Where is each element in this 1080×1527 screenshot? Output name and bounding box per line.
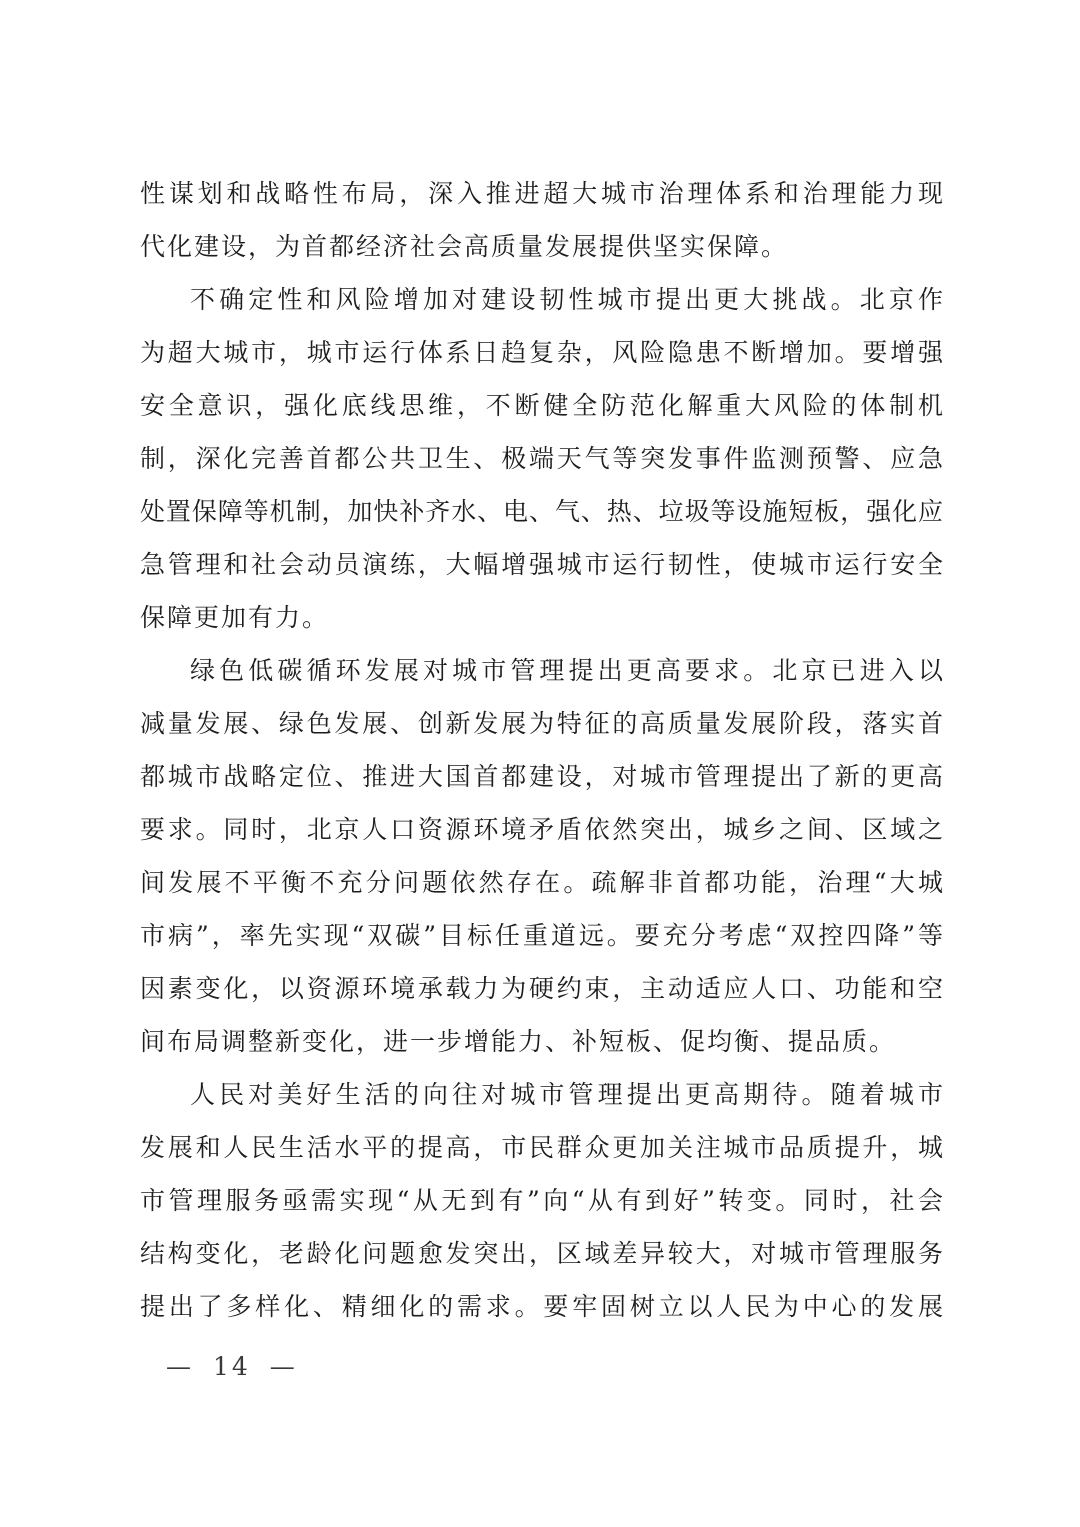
text-line: 提出了多样化、精细化的需求。要牢固树立以人民为中心的发展 [140,1292,943,1321]
text-line: 处置保障等机制，加快补齐水、电、气、热、垃圾等设施短板，强化应 [140,497,943,526]
text-line: 都城市战略定位、推进大国首都建设，对城市管理提出了新的更高 [140,762,943,791]
text-line paragraph-last-line: 间布局调整新变化，进一步增能力、补短板、促均衡、提品质。 [140,1027,897,1056]
text-line: 要求。同时，北京人口资源环境矛盾依然突出，城乡之间、区域之 [140,815,943,844]
text-line paragraph-last-line: 保障更加有力。 [140,603,330,632]
document-text-block [140,167,943,1333]
text-line: 急管理和社会动员演练，大幅增强城市运行韧性，使城市运行安全 [140,550,943,579]
text-line: 发展和人民生活水平的提高，市民群众更加关注城市品质提升，城 [140,1133,943,1162]
text-line paragraph-first-line: 不确定性和风险增加对建设韧性城市提出更大挑战。北京作 [190,285,943,314]
text-line: 结构变化，老龄化问题愈发突出，区域差异较大，对城市管理服务 [140,1239,943,1268]
text-line: 市管理服务亟需实现“从无到有”向“从有到好”转变。同时，社会 [140,1186,943,1215]
text-line: 制，深化完善首都公共卫生、极端天气等突发事件监测预警、应急 [140,444,943,473]
text-line: 安全意识，强化底线思维，不断健全防范化解重大风险的体制机 [140,391,943,420]
text-line: 市病”，率先实现“双碳”目标任重道远。要充分考虑“双控四降”等 [140,921,943,950]
text-line paragraph-first-line: 人民对美好生活的向往对城市管理提出更高期待。随着城市 [190,1080,943,1109]
text-line: 因素变化，以资源环境承载力为硬约束，主动适应人口、功能和空 [140,974,943,1003]
text-line paragraph-last-line: 代化建设，为首都经济社会高质量发展提供坚实保障。 [140,232,789,261]
text-line paragraph-first-line: 绿色低碳循环发展对城市管理提出更高要求。北京已进入以 [190,656,943,685]
text-line: 为超大城市，城市运行体系日趋复杂，风险隐患不断增加。要增强 [140,338,943,367]
text-line: 间发展不平衡不充分问题依然存在。疏解非首都功能，治理“大城 [140,868,943,897]
page-number: — 14 — [166,1352,298,1381]
text-line: 性谋划和战略性布局，深入推进超大城市治理体系和治理能力现 [140,179,943,208]
text-line: 减量发展、绿色发展、创新发展为特征的高质量发展阶段，落实首 [140,709,943,738]
